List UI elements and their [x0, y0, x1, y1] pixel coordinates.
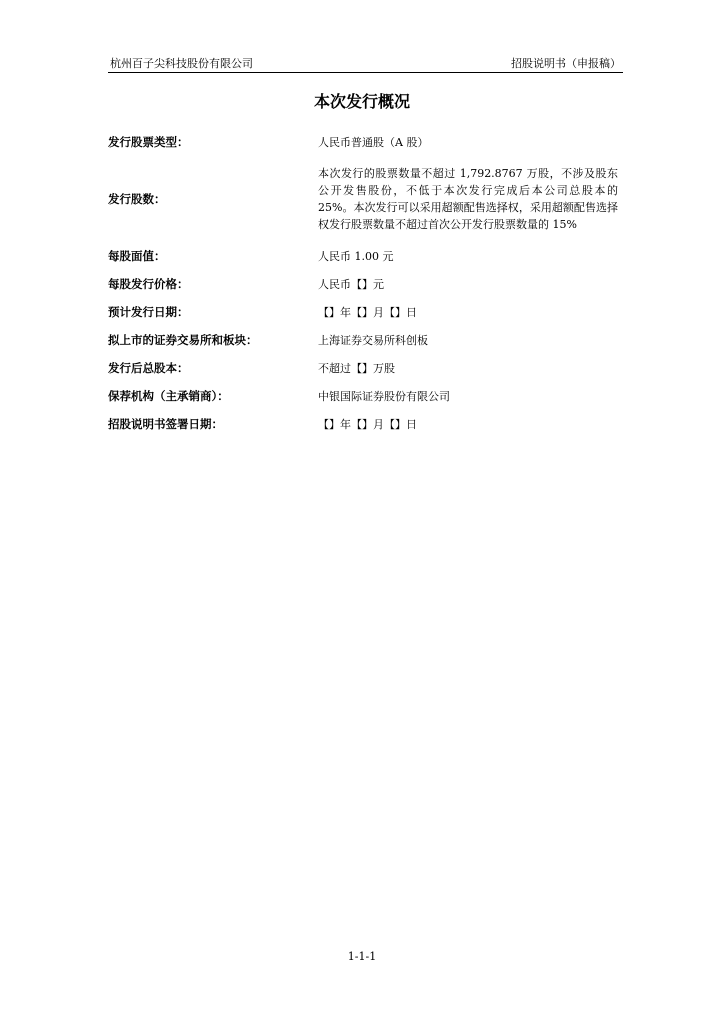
row-label: 每股面值： [108, 249, 166, 263]
header-divider [108, 72, 623, 73]
row-label: 发行后总股本： [108, 361, 189, 375]
header-document-type: 招股说明书（申报稿） [511, 57, 621, 70]
row-label: 招股说明书签署日期： [108, 417, 223, 431]
row-value: 人民币【】元 [318, 277, 384, 291]
row-label: 保荐机构（主承销商）： [108, 389, 229, 403]
row-share-count [108, 156, 623, 242]
offering-overview-table [108, 128, 623, 438]
row-total-shares [108, 354, 623, 382]
page-header [108, 52, 623, 72]
row-value: 本次发行的股票数量不超过 1,792.8767 万股，不涉及股东公开发售股份，不低于本次发行完成后本公司总股本的 25%。本次发行可以采用超额配售选择权，采用超额配售选择权发行股票数量不超过首次公开发行股票数量的 15% [318, 167, 618, 231]
row-value: 中银国际证券股份有限公司 [318, 389, 450, 403]
row-value: 人民币普通股（A 股） [318, 135, 429, 149]
row-signing-date [108, 410, 623, 438]
row-stock-type [108, 128, 623, 156]
page-title: 本次发行概况 [313, 92, 410, 111]
row-value: 人民币 1.00 元 [318, 249, 394, 263]
row-sponsor [108, 382, 623, 410]
row-label: 预计发行日期： [108, 305, 189, 319]
row-value: 上海证券交易所科创板 [318, 333, 428, 347]
row-label: 每股发行价格： [108, 277, 189, 291]
row-value: 不超过【】万股 [318, 361, 395, 375]
row-par-value [108, 242, 623, 270]
row-issue-date [108, 298, 623, 326]
row-value: 【】年【】月【】日 [318, 417, 417, 431]
page-number: 1-1-1 [347, 950, 377, 963]
row-label: 发行股数： [108, 192, 166, 206]
row-label: 发行股票类型： [108, 135, 189, 149]
row-exchange-board [108, 326, 623, 354]
row-issue-price [108, 270, 623, 298]
row-value: 【】年【】月【】日 [318, 305, 417, 319]
header-company-name: 杭州百子尖科技股份有限公司 [110, 57, 253, 70]
row-label: 拟上市的证券交易所和板块： [108, 333, 258, 347]
